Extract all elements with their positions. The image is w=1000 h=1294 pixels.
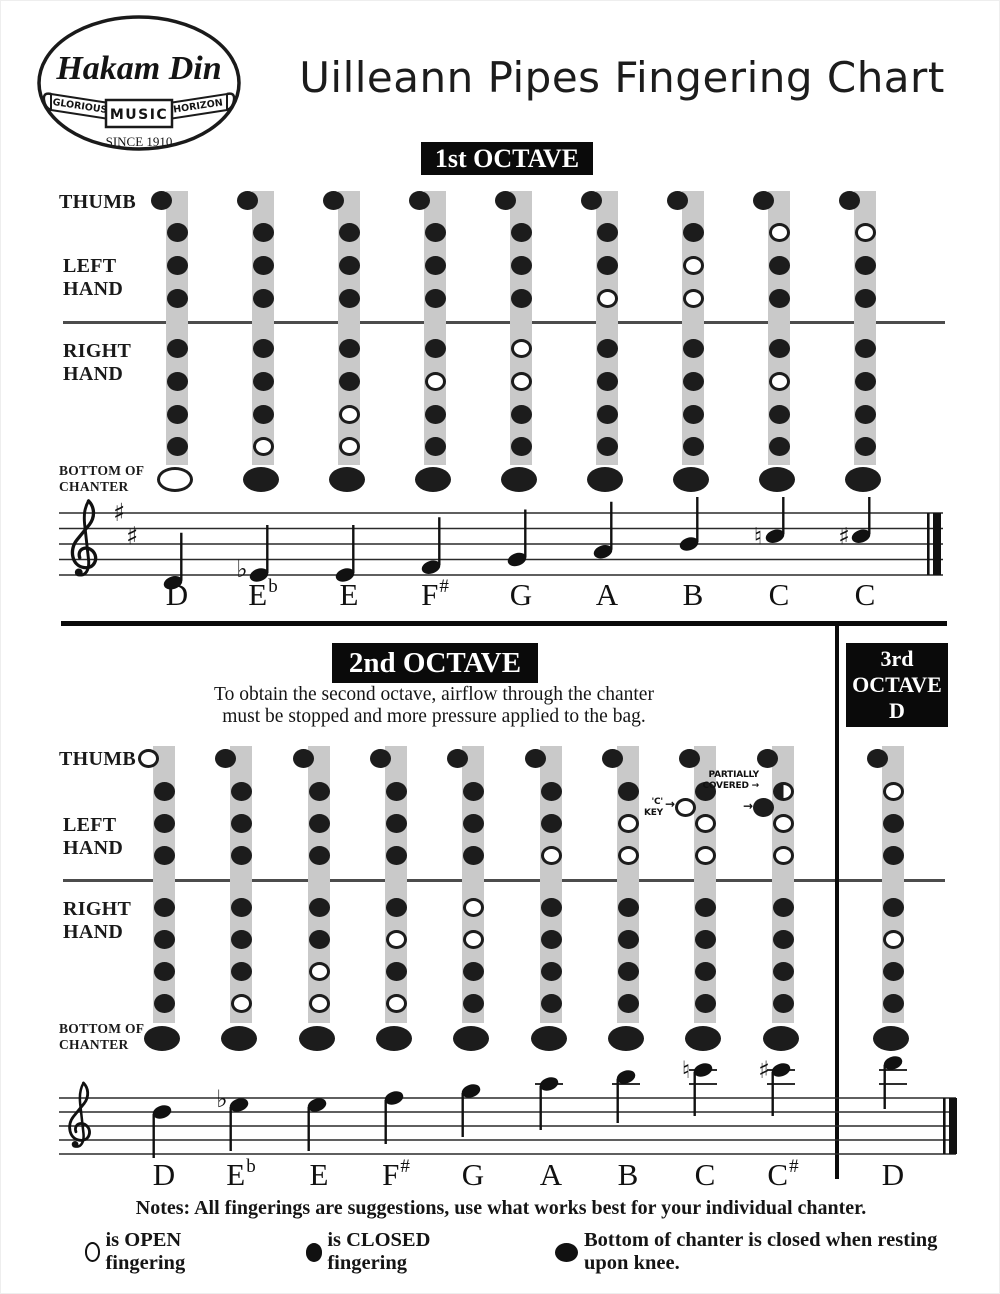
bottom-of-chanter-dot xyxy=(845,467,881,492)
treble-clef-icon xyxy=(72,501,95,576)
right-hand-hole-dot xyxy=(386,994,407,1013)
logo-name: Hakam Din xyxy=(56,50,222,87)
right-hand-hole-dot xyxy=(883,898,904,917)
right-hand-hole-dot xyxy=(597,405,618,424)
note-letter: F# xyxy=(382,1155,410,1192)
open-circle-icon xyxy=(85,1242,100,1262)
accidental-glyph: ♯ xyxy=(838,522,850,551)
bottom-of-chanter-dot xyxy=(501,467,537,492)
logo-banner-center: MUSIC xyxy=(109,107,169,123)
right-hand-hole-dot xyxy=(339,339,360,358)
note-letter: B xyxy=(682,577,704,612)
left-hand-hole-dot xyxy=(541,782,562,801)
legend-bottom-text: Bottom of chanter is closed when resting upon knee. xyxy=(584,1229,938,1274)
right-hand-hole-dot xyxy=(425,372,446,391)
right-hand-hole-dot xyxy=(769,372,790,391)
left-hand-hole-dot xyxy=(883,846,904,865)
right-hand-hole-dot xyxy=(463,930,484,949)
c-key-arrow-icon: → xyxy=(743,799,754,813)
left-hand-hole-dot xyxy=(683,256,704,275)
octave2-header-label: 2nd OCTAVE xyxy=(348,646,522,679)
hand-divider-oct2 xyxy=(63,879,945,882)
left-hand-hole-dot xyxy=(541,814,562,833)
label-bottom-oct1: BOTTOM OF CHANTER xyxy=(59,463,145,494)
left-hand-hole-dot xyxy=(597,256,618,275)
left-hand-hole-dot xyxy=(769,289,790,308)
right-hand-hole-dot xyxy=(597,372,618,391)
right-hand-hole-dot xyxy=(541,898,562,917)
right-hand-hole-dot xyxy=(253,339,274,358)
left-hand-hole-dot xyxy=(511,289,532,308)
thumb-hole-dot xyxy=(323,191,344,210)
right-hand-hole-dot xyxy=(683,405,704,424)
thumb-hole-dot xyxy=(409,191,430,210)
thumb-hole-dot xyxy=(138,749,159,768)
right-hand-hole-dot xyxy=(855,405,876,424)
right-hand-hole-dot xyxy=(167,372,188,391)
right-hand-hole-dot xyxy=(463,898,484,917)
right-hand-hole-dot xyxy=(683,372,704,391)
left-hand-hole-dot xyxy=(309,846,330,865)
closed-oval-icon xyxy=(555,1243,578,1262)
thumb-hole-dot xyxy=(495,191,516,210)
label-left-hand-oct2: LEFT HAND xyxy=(63,814,124,859)
right-hand-hole-dot xyxy=(386,930,407,949)
thumb-hole-dot xyxy=(293,749,314,768)
left-hand-hole-dot xyxy=(154,846,175,865)
c-key-label: 'C' KEY xyxy=(643,797,663,818)
left-hand-hole-dot xyxy=(855,223,876,242)
note-letter: $E^b$ xyxy=(226,1155,256,1192)
page-title: Uilleann Pipes Fingering Chart xyxy=(299,53,945,102)
note-letter: C xyxy=(768,577,790,612)
left-hand-hole-dot xyxy=(773,846,794,865)
right-hand-hole-dot xyxy=(253,405,274,424)
thumb-hole-dot xyxy=(237,191,258,210)
label-thumb-oct1: THUMB xyxy=(59,191,137,213)
logo-banner-right: HORIZON xyxy=(172,97,224,116)
right-hand-hole-dot xyxy=(231,994,252,1013)
bottom-of-chanter-dot xyxy=(453,1026,489,1051)
thumb-hole-dot xyxy=(602,749,623,768)
right-hand-hole-dot xyxy=(425,339,446,358)
right-hand-hole-dot xyxy=(773,898,794,917)
accidental-glyph: ♭ xyxy=(236,555,248,583)
right-hand-hole-dot xyxy=(309,994,330,1013)
final-barline-thick xyxy=(933,513,941,575)
octave2-description-line2: must be stopped and more pressure applied to the bag. xyxy=(222,706,646,727)
thumb-hole-dot xyxy=(215,749,236,768)
right-hand-hole-dot xyxy=(695,898,716,917)
bottom-of-chanter-dot xyxy=(329,467,365,492)
left-hand-hole-dot xyxy=(386,814,407,833)
right-hand-hole-dot xyxy=(773,930,794,949)
bottom-of-chanter-dot xyxy=(415,467,451,492)
left-hand-hole-dot xyxy=(695,814,716,833)
right-hand-hole-dot xyxy=(167,339,188,358)
left-hand-hole-dot xyxy=(339,289,360,308)
legend xyxy=(85,1229,985,1275)
left-hand-hole-dot xyxy=(463,782,484,801)
right-hand-hole-dot xyxy=(769,405,790,424)
octave2-staff xyxy=(59,1051,961,1167)
bottom-of-chanter-dot xyxy=(157,467,193,492)
accidental-glyph: ♮ xyxy=(753,522,763,551)
left-hand-hole-dot xyxy=(386,782,407,801)
right-hand-hole-dot xyxy=(618,898,639,917)
bottom-of-chanter-dot xyxy=(608,1026,644,1051)
right-hand-hole-dot xyxy=(683,339,704,358)
thumb-hole-dot xyxy=(753,191,774,210)
final-barline-thin xyxy=(943,1098,946,1154)
thumb-hole-dot xyxy=(151,191,172,210)
thumb-hole-dot xyxy=(757,749,778,768)
left-hand-hole-dot xyxy=(231,846,252,865)
note-letter: G xyxy=(509,577,533,612)
right-hand-hole-dot xyxy=(425,405,446,424)
left-hand-hole-dot xyxy=(883,814,904,833)
thumb-hole-dot xyxy=(370,749,391,768)
right-hand-hole-dot xyxy=(154,930,175,949)
right-hand-hole-dot xyxy=(167,405,188,424)
right-hand-hole-dot xyxy=(695,930,716,949)
octave1-header xyxy=(421,142,593,175)
right-hand-hole-dot xyxy=(855,339,876,358)
note-letter: D xyxy=(152,1157,176,1192)
note-letter: C xyxy=(854,577,876,612)
bottom-of-chanter-dot xyxy=(376,1026,412,1051)
right-hand-hole-dot xyxy=(511,405,532,424)
final-barline-thick xyxy=(949,1098,957,1154)
right-hand-hole-dot xyxy=(511,437,532,456)
octave1-header-label: 1st OCTAVE xyxy=(434,143,580,173)
left-hand-hole-dot xyxy=(309,782,330,801)
left-hand-hole-dot xyxy=(231,814,252,833)
accidental-glyph: ♮ xyxy=(681,1056,691,1084)
note-letter: D xyxy=(165,577,189,612)
label-right-hand-oct2: RIGHT HAND xyxy=(63,898,132,943)
thumb-hole-dot xyxy=(447,749,468,768)
right-hand-hole-dot xyxy=(773,994,794,1013)
hand-divider-oct1 xyxy=(63,321,945,324)
right-hand-hole-dot xyxy=(618,962,639,981)
bottom-of-chanter-dot xyxy=(531,1026,567,1051)
note-letter: G xyxy=(461,1157,485,1192)
left-hand-hole-dot xyxy=(883,782,904,801)
right-hand-hole-dot xyxy=(883,994,904,1013)
right-hand-hole-dot xyxy=(883,962,904,981)
left-hand-hole-dot xyxy=(618,814,639,833)
left-hand-hole-dot xyxy=(425,256,446,275)
right-hand-hole-dot xyxy=(541,994,562,1013)
left-hand-hole-dot xyxy=(154,814,175,833)
left-hand-hole-dot xyxy=(511,256,532,275)
left-hand-hole-dot xyxy=(425,289,446,308)
hakam-din-logo xyxy=(23,7,255,159)
bottom-of-chanter-dot xyxy=(144,1026,180,1051)
left-hand-hole-dot xyxy=(167,223,188,242)
footer-note: Notes: All fingerings are suggestions, use what works best for your individual chanter. xyxy=(135,1197,867,1219)
left-hand-hole-dot xyxy=(773,782,794,801)
octave2-header xyxy=(332,643,538,683)
right-hand-hole-dot xyxy=(425,437,446,456)
right-hand-hole-dot xyxy=(769,339,790,358)
right-hand-hole-dot xyxy=(154,962,175,981)
key-signature-sharp: ♯ xyxy=(112,498,126,527)
octave2-description-line1: To obtain the second octave, airflow through the chanter xyxy=(214,684,654,705)
right-hand-hole-dot xyxy=(154,898,175,917)
left-hand-hole-dot xyxy=(253,289,274,308)
thumb-hole-dot xyxy=(839,191,860,210)
closed-circle-icon xyxy=(306,1243,323,1262)
legend-closed-text: is CLOSED fingering xyxy=(327,1229,431,1274)
left-hand-hole-dot xyxy=(253,223,274,242)
left-hand-hole-dot xyxy=(463,814,484,833)
note-letter: B xyxy=(617,1157,639,1192)
bottom-of-chanter-dot xyxy=(685,1026,721,1051)
octave3-header: 3rd OCTAVE D xyxy=(846,643,948,727)
right-hand-hole-dot xyxy=(511,339,532,358)
note-letter: F# xyxy=(421,575,449,612)
c-key-dot xyxy=(675,798,696,817)
bottom-of-chanter-dot xyxy=(243,467,279,492)
left-hand-hole-dot xyxy=(683,289,704,308)
label-thumb-oct2: THUMB xyxy=(59,748,137,770)
left-hand-hole-dot xyxy=(773,814,794,833)
right-hand-hole-dot xyxy=(541,930,562,949)
bottom-of-chanter-dot xyxy=(299,1026,335,1051)
right-hand-hole-dot xyxy=(541,962,562,981)
right-hand-hole-dot xyxy=(883,930,904,949)
left-hand-hole-dot xyxy=(597,223,618,242)
right-hand-hole-dot xyxy=(769,437,790,456)
label-left-hand-oct1: LEFT HAND xyxy=(63,255,124,300)
accidental-glyph: ♯ xyxy=(758,1056,770,1084)
right-hand-hole-dot xyxy=(309,962,330,981)
note-letter: C xyxy=(694,1157,716,1192)
left-hand-hole-dot xyxy=(386,846,407,865)
c-key-arrow-icon: → xyxy=(665,797,676,811)
note-letter: A xyxy=(539,1157,563,1192)
left-hand-hole-dot xyxy=(855,289,876,308)
accidental-glyph: ♭ xyxy=(216,1085,228,1113)
left-hand-hole-dot xyxy=(769,223,790,242)
left-hand-hole-dot xyxy=(167,289,188,308)
left-hand-hole-dot xyxy=(618,782,639,801)
left-hand-hole-dot xyxy=(541,846,562,865)
right-hand-hole-dot xyxy=(511,372,532,391)
right-hand-hole-dot xyxy=(339,405,360,424)
left-hand-hole-dot xyxy=(683,223,704,242)
left-hand-hole-dot xyxy=(154,782,175,801)
right-hand-hole-dot xyxy=(309,898,330,917)
right-hand-hole-dot xyxy=(597,437,618,456)
right-hand-hole-dot xyxy=(231,898,252,917)
right-hand-hole-dot xyxy=(167,437,188,456)
final-barline-thin xyxy=(927,513,930,575)
bottom-of-chanter-dot xyxy=(763,1026,799,1051)
note-letter: D xyxy=(881,1157,905,1192)
left-hand-hole-dot xyxy=(618,846,639,865)
bottom-of-chanter-dot xyxy=(221,1026,257,1051)
right-hand-hole-dot xyxy=(618,930,639,949)
right-hand-hole-dot xyxy=(386,898,407,917)
right-hand-hole-dot xyxy=(154,994,175,1013)
label-bottom-oct2: BOTTOM OF CHANTER xyxy=(59,1021,145,1052)
left-hand-hole-dot xyxy=(695,846,716,865)
right-hand-hole-dot xyxy=(597,339,618,358)
thumb-hole-dot xyxy=(867,749,888,768)
left-hand-hole-dot xyxy=(167,256,188,275)
c-key-dot xyxy=(753,798,774,817)
partially-covered-label: PARTIALLY COVERED → xyxy=(702,770,759,791)
right-hand-hole-dot xyxy=(386,962,407,981)
right-hand-hole-dot xyxy=(855,437,876,456)
bottom-of-chanter-dot xyxy=(873,1026,909,1051)
treble-clef-icon xyxy=(70,1083,90,1148)
bottom-of-chanter-dot xyxy=(587,467,623,492)
octave1-staff xyxy=(59,497,949,613)
right-hand-hole-dot xyxy=(253,437,274,456)
left-hand-hole-dot xyxy=(253,256,274,275)
right-hand-hole-dot xyxy=(339,372,360,391)
thumb-hole-dot xyxy=(525,749,546,768)
note-letter: A xyxy=(595,577,619,612)
logo-banner-left: GLORIOUS xyxy=(51,96,108,117)
key-signature-sharp: ♯ xyxy=(125,521,139,551)
left-hand-hole-dot xyxy=(339,223,360,242)
thumb-hole-dot xyxy=(667,191,688,210)
left-hand-hole-dot xyxy=(769,256,790,275)
right-hand-hole-dot xyxy=(695,994,716,1013)
thumb-hole-dot xyxy=(581,191,602,210)
left-hand-hole-dot xyxy=(309,814,330,833)
right-hand-hole-dot xyxy=(855,372,876,391)
right-hand-hole-dot xyxy=(231,930,252,949)
right-hand-hole-dot xyxy=(683,437,704,456)
thumb-hole-dot xyxy=(679,749,700,768)
octave-section-divider xyxy=(61,621,947,626)
right-hand-hole-dot xyxy=(309,930,330,949)
right-hand-hole-dot xyxy=(773,962,794,981)
right-hand-hole-dot xyxy=(231,962,252,981)
note-letter: C# xyxy=(767,1155,799,1192)
logo-since: SINCE 1910 xyxy=(105,134,173,149)
right-hand-hole-dot xyxy=(463,994,484,1013)
left-hand-hole-dot xyxy=(231,782,252,801)
label-right-hand-oct1: RIGHT HAND xyxy=(63,340,132,385)
note-letter: E xyxy=(339,577,359,612)
left-hand-hole-dot xyxy=(463,846,484,865)
right-hand-hole-dot xyxy=(253,372,274,391)
right-hand-hole-dot xyxy=(339,437,360,456)
left-hand-hole-dot xyxy=(511,223,532,242)
legend-open-text: is OPEN fingering xyxy=(105,1229,186,1274)
left-hand-hole-dot xyxy=(425,223,446,242)
right-hand-hole-dot xyxy=(463,962,484,981)
right-hand-hole-dot xyxy=(618,994,639,1013)
bottom-of-chanter-dot xyxy=(759,467,795,492)
left-hand-hole-dot xyxy=(855,256,876,275)
note-letter: E xyxy=(309,1157,329,1192)
bottom-of-chanter-dot xyxy=(673,467,709,492)
note-letter: $E^b$ xyxy=(248,575,278,612)
right-hand-hole-dot xyxy=(695,962,716,981)
left-hand-hole-dot xyxy=(597,289,618,308)
left-hand-hole-dot xyxy=(339,256,360,275)
